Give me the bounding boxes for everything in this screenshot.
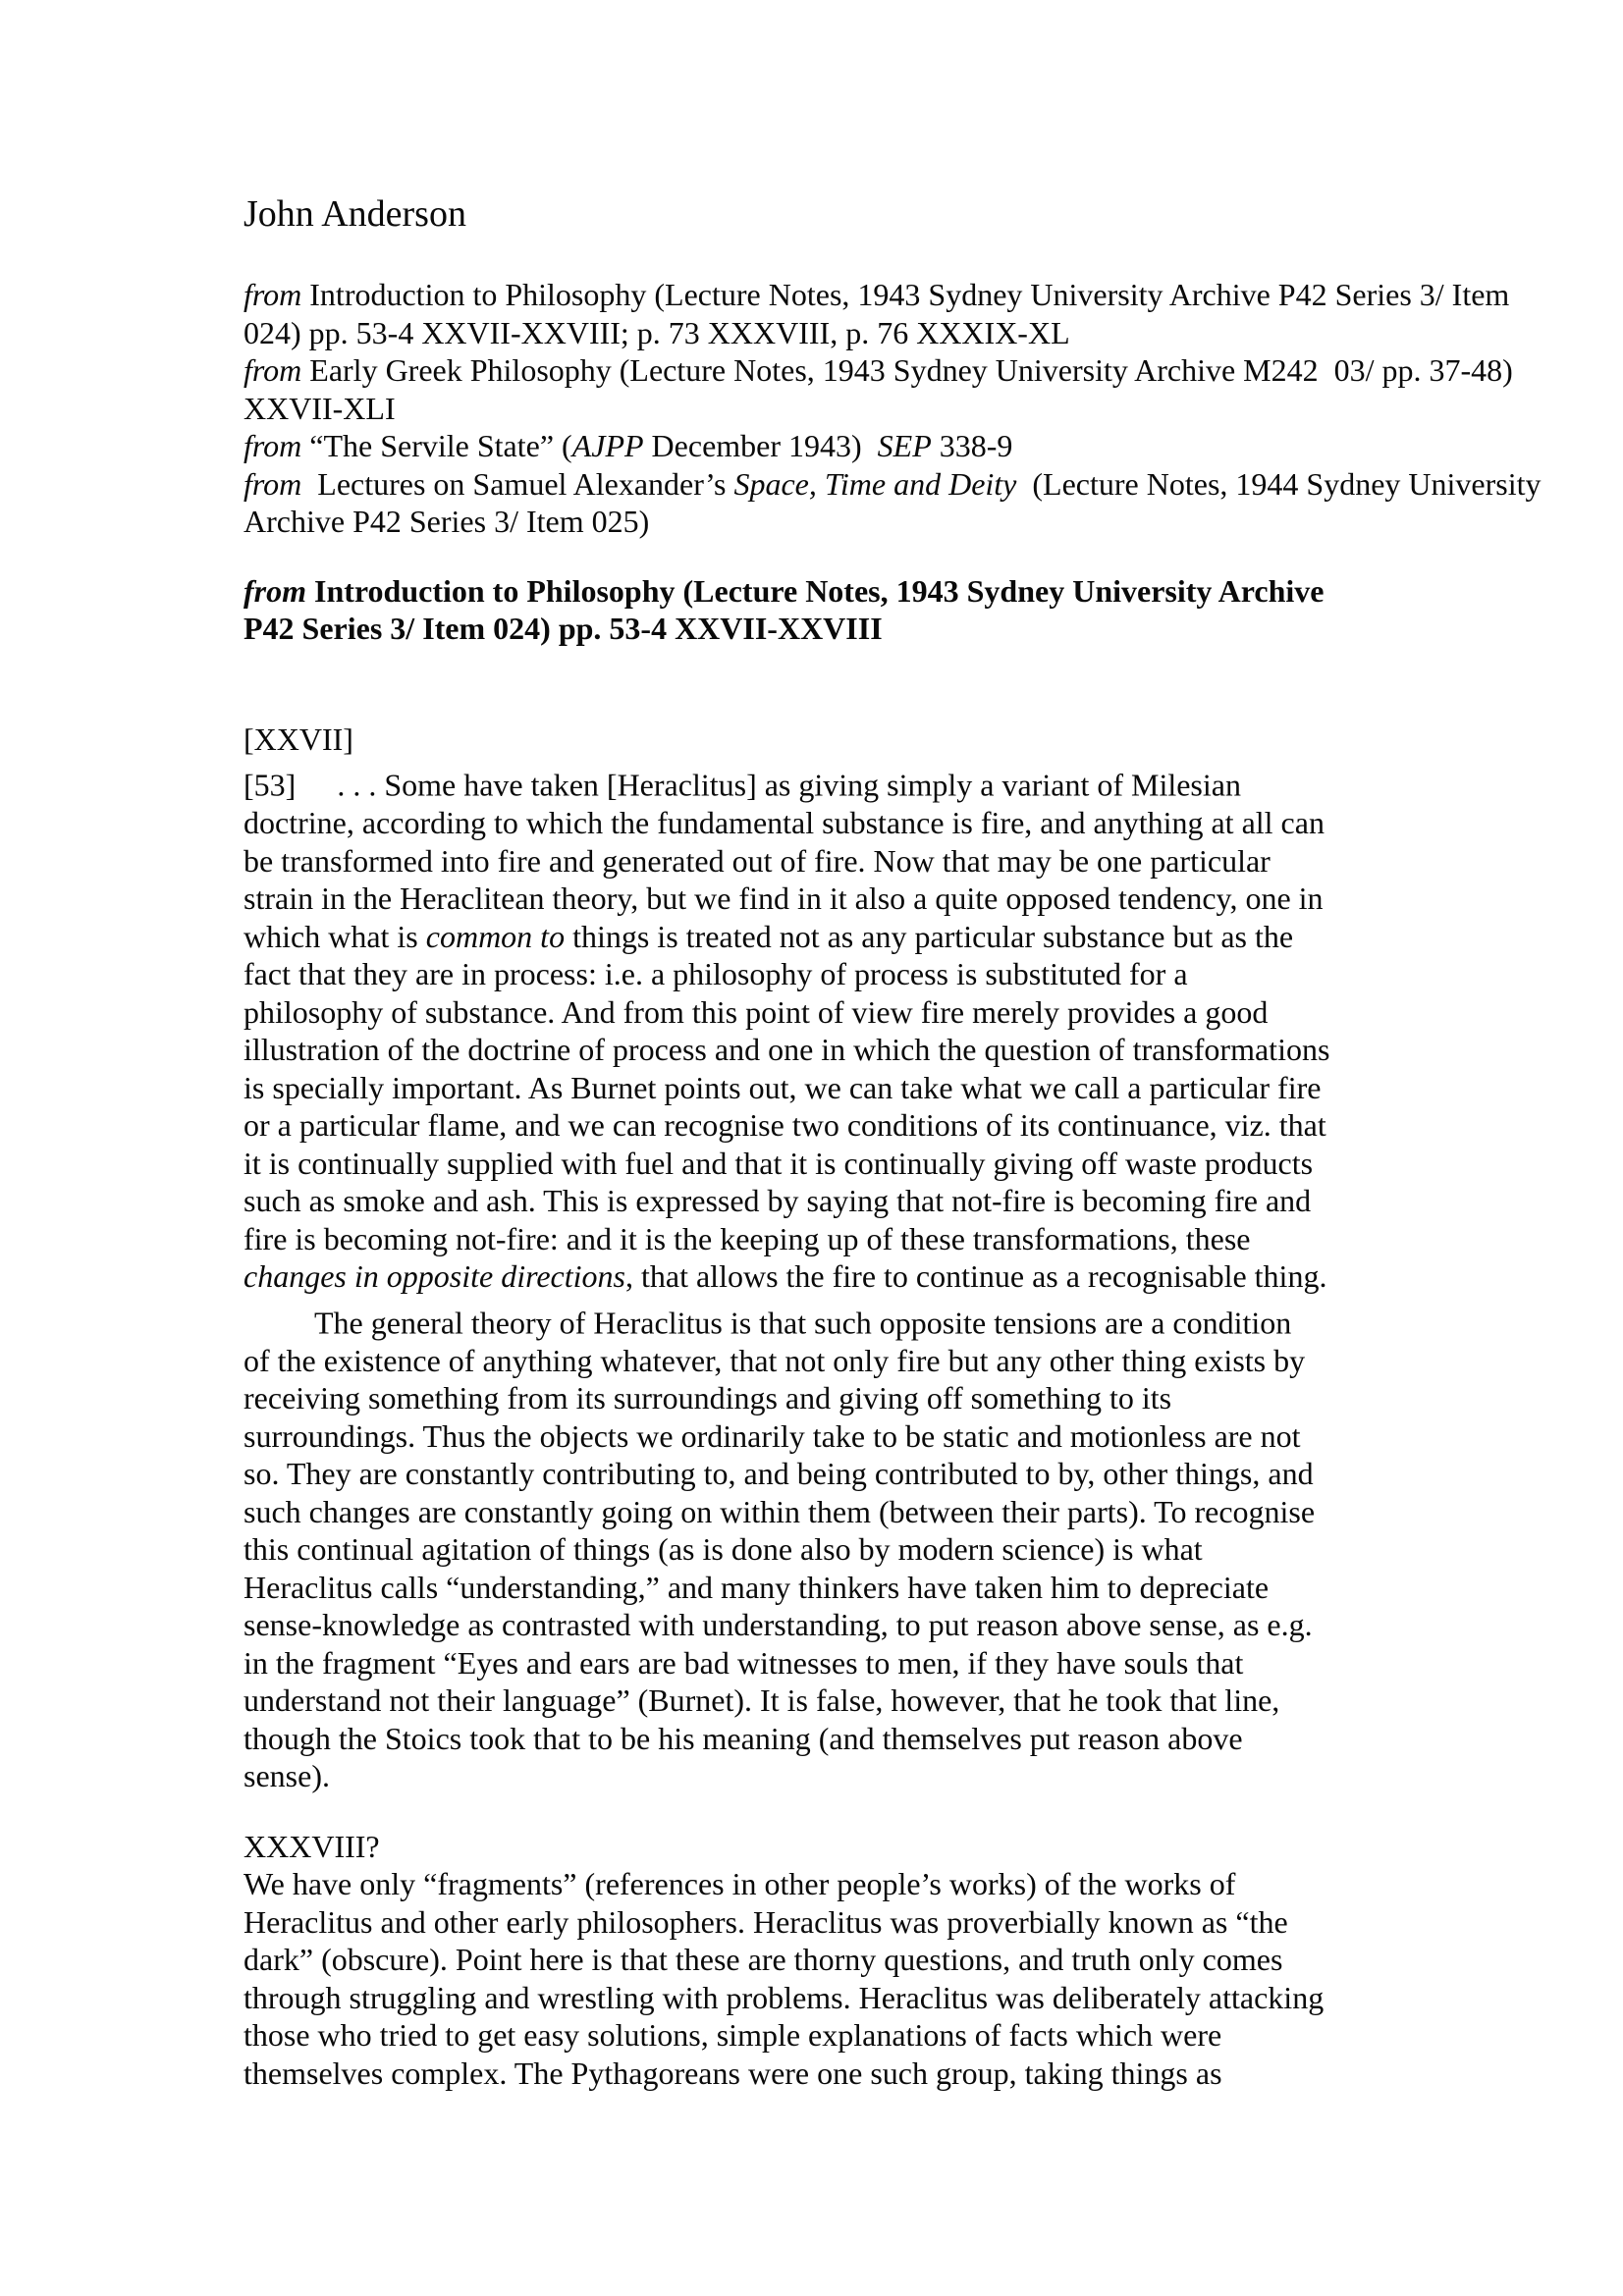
- text-line: [243, 2016, 1471, 2055]
- text-line: [243, 1979, 1471, 2017]
- text-line: [243, 1530, 1471, 1569]
- text-run: such as smoke and ash. This is expressed by saying that not-fire is becoming fire and: [243, 1183, 1312, 1218]
- text-run: Early Greek Philosophy (Lecture Notes, 1943 Sydney University Archive M242 03/ pp. 37-48): [301, 352, 1513, 388]
- text-line: [243, 1682, 1471, 1720]
- text-run: XXVII-XLI: [243, 390, 396, 426]
- text-line: [243, 1106, 1471, 1145]
- text-run: Space, Time and Deity: [733, 465, 1017, 502]
- text-line: [243, 572, 1471, 611]
- tab-space: [296, 758, 337, 796]
- text-line: [243, 1569, 1471, 1607]
- text-run: P42 Series 3/ Item 024) pp. 53-4 XXVII-XXVIII: [243, 611, 883, 646]
- text-run: We have only “fragments” (references in other people’s works) of the works of: [243, 1866, 1236, 1901]
- text-line: [243, 610, 1471, 648]
- paragraph-general-theory: [243, 1296, 1471, 1795]
- text-run: in the fragment “Eyes and ears are bad witnesses to men, if they have souls that: [243, 1644, 1244, 1681]
- text-line: [243, 1145, 1471, 1183]
- text-run: philosophy of substance. And from this point of view fire merely provides a good: [243, 993, 1269, 1030]
- text-run: things is treated not as any particular substance but as the: [565, 918, 1294, 954]
- text-run: Introduction to Philosophy (Lecture Notes, 1943 Sydney University Archive: [306, 572, 1325, 609]
- section-label-xxvii: [XXVII]: [243, 721, 353, 757]
- text-run: fact that they are in process: i.e. a philosophy of process is substituted for a: [243, 956, 1188, 991]
- text-run: through struggling and wrestling with problems. Heraclitus was deliberately attacking: [243, 1979, 1325, 2015]
- text-run: 024) pp. 53-4 XXVII-XXVIII; p. 73 XXXVIII, p. 76 XXXIX-XL: [243, 314, 1070, 350]
- text-line: [243, 1903, 1471, 1942]
- text-line: [243, 1757, 1471, 1795]
- text-line: [243, 1941, 1471, 1979]
- text-line: [243, 918, 1471, 956]
- text-line: [243, 1455, 1471, 1493]
- text-run: doctrine, according to which the fundamental substance is fire, and anything at all can: [243, 805, 1325, 840]
- text-run: though the Stoics took that to be his meaning (and themselves put reason above: [243, 1720, 1243, 1756]
- text-line: [243, 351, 1513, 390]
- text-line: [243, 314, 1471, 352]
- text-line: [243, 1031, 1471, 1069]
- text-run: or a particular flame, and we can recognise two conditions of its continuance, viz. that: [243, 1107, 1326, 1143]
- text-line: [243, 1606, 1471, 1644]
- text-run: . . . Some have taken [Heraclitus] as giving simply a variant of Milesian: [337, 767, 1241, 803]
- text-line: [243, 465, 1542, 504]
- text-run: from: [243, 352, 302, 388]
- text-line: [243, 880, 1471, 918]
- text-run: dark” (obscure). Point here is that these are thorny questions, and truth only comes: [243, 1942, 1283, 1977]
- text-run: illustration of the doctrine of process and one in which the question of transformations: [243, 1032, 1330, 1067]
- text-line: [243, 276, 1510, 314]
- text-run: (Lecture Notes, 1944 Sydney University: [1016, 465, 1542, 502]
- text-run: changes in opposite directions: [243, 1258, 625, 1294]
- text-run: those who tried to get easy solutions, simple explanations of facts which were: [243, 2017, 1222, 2053]
- text-line: [243, 1182, 1471, 1220]
- text-run: this continual agitation of things (as is done also by modern science) is what: [243, 1531, 1203, 1567]
- text-run: The general theory of Heraclitus is that such opposite tensions are a condition: [314, 1305, 1292, 1340]
- text-run: AJPP: [571, 428, 644, 463]
- text-run: sense).: [243, 1758, 330, 1793]
- text-run: Heraclitus and other early philosophers. Heraclitus was proverbially known as “the: [243, 1903, 1288, 1940]
- text-line: [243, 427, 1471, 465]
- text-run: be transformed into fire and generated out of fire. Now that may be one particular: [243, 842, 1271, 879]
- text-line: [243, 503, 1471, 541]
- text-line: [243, 1257, 1471, 1296]
- text-line: [243, 1644, 1471, 1682]
- text-line: [243, 842, 1471, 881]
- text-run: Introduction to Philosophy (Lecture Notes, 1943 Sydney University Archive P42 Series 3/ Item: [301, 277, 1510, 312]
- tab-space: [243, 1296, 314, 1334]
- document-content: [243, 192, 1542, 2092]
- text-run: Heraclitus calls “understanding,” and many thinkers have taken him to depreciate: [243, 1569, 1270, 1605]
- text-line: [243, 1417, 1471, 1456]
- text-run: sense-knowledge as contrasted with understanding, to put reason above sense, as e.g.: [243, 1607, 1313, 1642]
- text-run: is specially important. As Burnet points out, we can take what we call a particular fire: [243, 1069, 1322, 1105]
- excerpt-heading: [243, 572, 1471, 648]
- section-label-xxxviii: XXXVIII?: [243, 1828, 380, 1864]
- text-run: SEP: [877, 428, 932, 463]
- text-line: [243, 1296, 1471, 1342]
- text-run: Lectures on Samuel Alexander’s: [301, 465, 734, 502]
- text-line: [243, 758, 1471, 804]
- text-line: [243, 804, 1471, 842]
- text-line: [243, 1379, 1471, 1417]
- text-run: themselves complex. The Pythagoreans were one such group, taking things as: [243, 2055, 1222, 2091]
- text-line: [243, 1720, 1471, 1758]
- citation-block: [243, 276, 1542, 541]
- text-line: [243, 955, 1471, 993]
- text-run: it is continually supplied with fuel and that it is continually giving off waste products: [243, 1145, 1314, 1181]
- text-line: [243, 1493, 1471, 1531]
- text-run: from: [243, 428, 302, 463]
- text-run: so. They are constantly contributing to, and being contributed to by, other things, and: [243, 1456, 1314, 1491]
- text-run: understand not their language” (Burnet). It is false, however, that he took that line,: [243, 1682, 1280, 1718]
- text-run: fire is becoming not-fire: and it is the keeping up of these transformations, these: [243, 1220, 1251, 1256]
- text-line: [243, 390, 1471, 428]
- text-run: from: [243, 277, 302, 312]
- text-line: [243, 1220, 1471, 1258]
- text-run: “The Servile State” (: [301, 428, 572, 463]
- text-run: from: [243, 465, 302, 502]
- text-run: from: [243, 572, 306, 609]
- text-line: [243, 993, 1471, 1032]
- text-line: [243, 1865, 1471, 1903]
- text-run: surroundings. Thus the objects we ordinarily take to be static and motionless are not: [243, 1417, 1301, 1454]
- text-run: of the existence of anything whatever, that not only fire but any other thing exists by: [243, 1342, 1306, 1378]
- paragraph-fragments: [243, 1865, 1471, 2092]
- text-run: Archive P42 Series 3/ Item 025): [243, 504, 650, 539]
- text-run: December 1943): [643, 428, 878, 463]
- text-line: [243, 1342, 1471, 1380]
- text-run: strain in the Heraclitean theory, but we find in it also a quite opposed tendency, one in: [243, 881, 1324, 916]
- text-run: such changes are constantly going on within them (between their parts). To recognise: [243, 1493, 1316, 1529]
- text-run: receiving something from its surroundings and giving off something to its: [243, 1380, 1172, 1415]
- text-run: which what is: [243, 918, 426, 954]
- text-line: [243, 2055, 1471, 2093]
- text-run: [53]: [243, 767, 297, 803]
- text-line: [243, 1069, 1471, 1107]
- text-run: , that allows the fire to continue as a recognisable thing.: [624, 1258, 1327, 1294]
- text-run: common to: [425, 918, 566, 954]
- paragraph-heraclitus-fire: [243, 758, 1471, 1296]
- text-run: 338-9: [931, 428, 1013, 463]
- author-title: John Anderson: [243, 193, 466, 235]
